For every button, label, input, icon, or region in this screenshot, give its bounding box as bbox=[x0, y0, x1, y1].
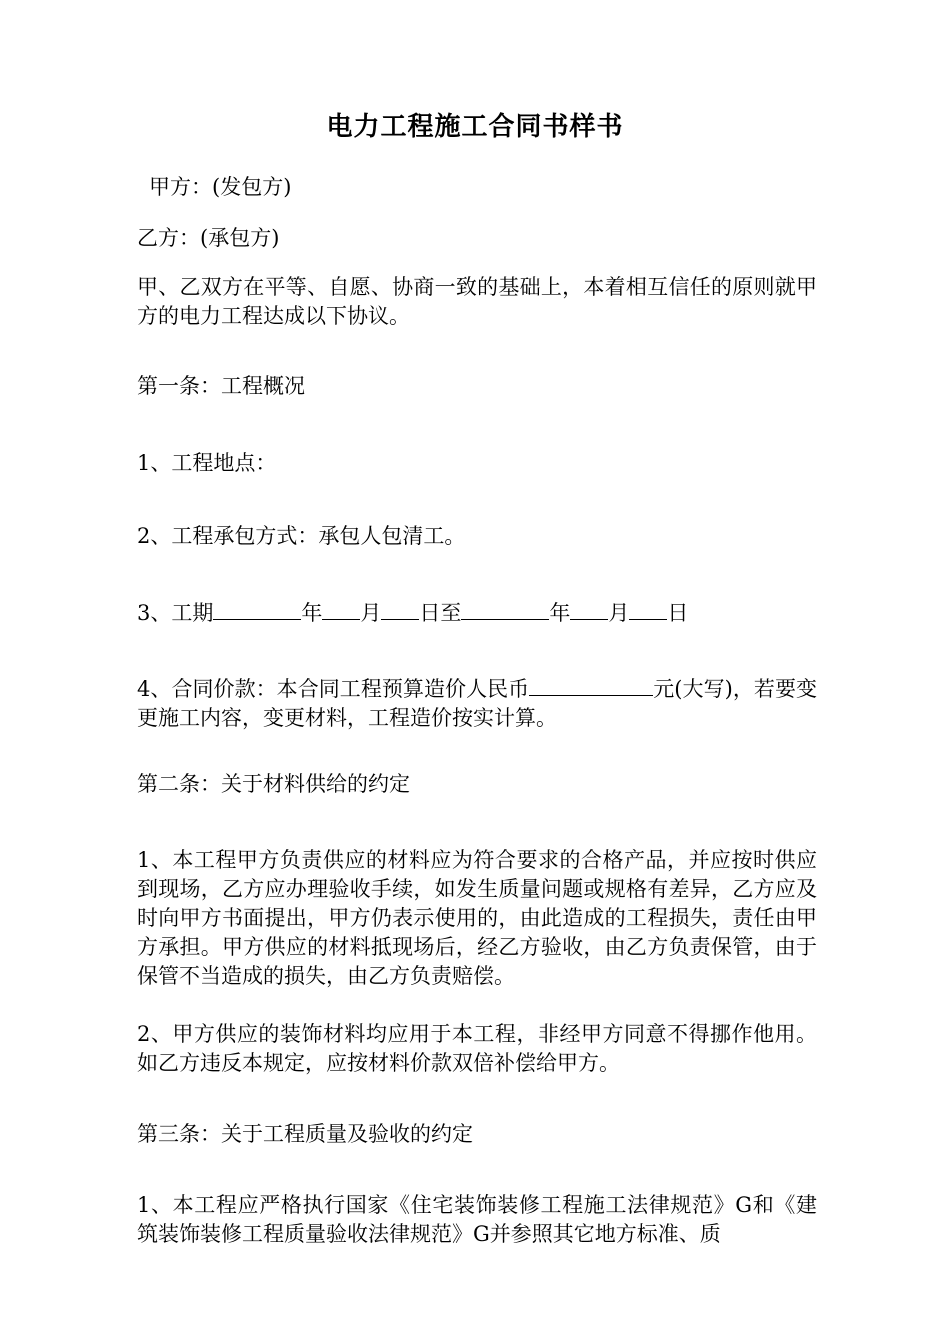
document-title: 电力工程施工合同书样书 bbox=[326, 112, 624, 142]
end-month-label: 月 bbox=[608, 601, 630, 625]
article-2-item-1: 1、本工程甲方负责供应的材料应为符合要求的合格产品，并应按时供应到现场，乙方应办理验收手续，如发生质量问题或规格有差异，乙方应及时向甲方书面提出，甲方仍表示使用的，由此造成的工程损失，责任由甲方承担。甲方供应的材料抵现场后，经乙方验收，由乙方负责保管，由于保管不当造成的损失，由乙方负责赔偿。 bbox=[137, 848, 817, 988]
start-month-label: 月 bbox=[360, 601, 382, 625]
article-2-heading: 第二条：关于材料供给的约定 bbox=[137, 772, 410, 796]
intro-paragraph: 甲、乙双方在平等、自愿、协商一致的基础上，本着相互信任的原则就甲方的电力工程达成以下协议。 bbox=[137, 275, 817, 328]
start-year-label: 年 bbox=[301, 601, 323, 625]
article-2-item-2: 2、甲方供应的装饰材料均应用于本工程，非经甲方同意不得挪作他用。如乙方违反本规定，应按材料价款双倍补偿给甲方。 bbox=[137, 1022, 817, 1075]
start-year-blank bbox=[213, 597, 301, 620]
price-blank bbox=[529, 673, 653, 696]
party-a-line: 甲方：(发包方) bbox=[149, 175, 292, 199]
article-1-item-schedule bbox=[137, 597, 817, 628]
article-3-heading: 第三条：关于工程质量及验收的约定 bbox=[137, 1122, 473, 1146]
price-suffix: 元(大写)，若要变更施工内容，变更材料，工程造价按实计算。 bbox=[137, 677, 818, 730]
start-day-blank bbox=[381, 597, 419, 620]
end-year-label: 年 bbox=[549, 601, 571, 625]
article-1-item-price bbox=[137, 673, 817, 733]
end-day-label: 日 bbox=[667, 601, 689, 625]
article-1-item-location: 1、工程地点： bbox=[137, 451, 277, 475]
end-day-blank bbox=[629, 597, 667, 620]
article-1-item-contract-method: 2、工程承包方式：承包人包清工。 bbox=[137, 524, 466, 548]
end-year-blank bbox=[461, 597, 549, 620]
schedule-prefix: 3、工期 bbox=[137, 601, 214, 625]
price-prefix: 4、合同价款：本合同工程预算造价人民币 bbox=[137, 677, 530, 701]
start-day-to-label: 日至 bbox=[419, 601, 462, 625]
end-month-blank bbox=[570, 597, 608, 620]
party-b-line: 乙方：(承包方) bbox=[137, 226, 280, 250]
article-1-heading: 第一条：工程概况 bbox=[137, 374, 305, 398]
article-3-item-1: 1、本工程应严格执行国家《住宅装饰装修工程施工法律规范》G和《建筑装饰装修工程质量验收法律规范》G并参照其它地方标准、质 bbox=[137, 1193, 817, 1246]
start-month-blank bbox=[322, 597, 360, 620]
